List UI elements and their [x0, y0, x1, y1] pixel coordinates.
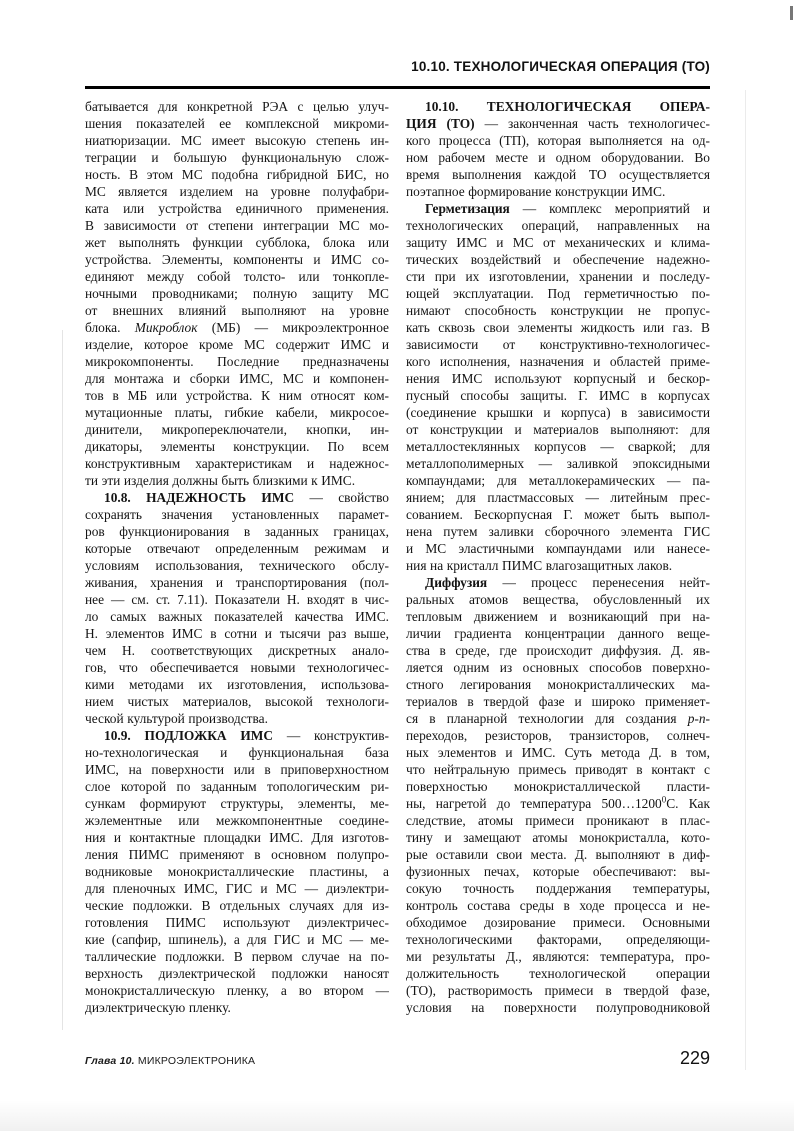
scan-artifact-left-edge [62, 330, 63, 1030]
text-line: для монтажа и сборки ИМС, МС и компонен- [85, 371, 389, 386]
text-line: сокую точность поддержания температуры, [406, 881, 710, 896]
text-line: гов, что обеспечивается новыми технологичес- [85, 660, 389, 675]
text-line: монокристаллическую пленку, а во втором — [85, 983, 389, 998]
text-line: переходов, резисторов, транзисторов, солнеч- [406, 728, 710, 743]
text-line: слое которой по заданным топологическим ри- [85, 779, 389, 794]
text-line: технологическими факторами, определяющи- [406, 932, 710, 947]
text-line: ниатюризации. МС имеет высокую степень ин- [85, 133, 389, 148]
scan-artifact-bottom-shadow [0, 1100, 794, 1131]
page-footer [85, 1048, 710, 1069]
text-line: ющей эксплуатации. Под герметичностью по- [406, 286, 710, 301]
text-line: пусный способы защиты. Г. ИМС в корпусах [406, 388, 710, 403]
text-line: ния на кристалл ПИМС влагозащитных лаков. [406, 558, 673, 573]
text-line: ных элементов и ИМС. Суть метода Д. в том, [406, 745, 710, 760]
text-line: блока. Микроблок (МБ) — микроэлектронное [85, 320, 389, 335]
text-line: рые оставили свои места. Д. выполняют в диф- [406, 847, 710, 862]
text-columns [85, 98, 710, 1016]
text-line: от внешних влияний выполняют на уровне [85, 303, 389, 318]
text-line: шения показателей ее комплексной микроми- [85, 116, 389, 131]
text-line: поэтапное формирование конструкции ИМС. [406, 184, 666, 199]
text-line: микрокомпоненты. Последние предназначены [85, 354, 389, 369]
text-line: ческой культурой производства. [85, 711, 268, 726]
text-line: личии градиента концентрации данного веще- [406, 626, 710, 641]
text-line: Герметизация — комплекс мероприятий и [425, 201, 710, 216]
paragraph [85, 98, 389, 489]
text-line: нимают способность конструкции не пропус- [406, 303, 710, 318]
running-head: 10.10. ТЕХНОЛОГИЧЕСКАЯ ОПЕРАЦИЯ (ТО) [411, 59, 710, 74]
text-line: условия на поверхности полупроводниковой [406, 1000, 710, 1015]
text-line: теграции и большую функциональную слож- [85, 150, 389, 165]
text-line: батывается для конкретной РЭА с целью улуч- [85, 99, 389, 114]
text-line: ства в среде, где происходит диффузия. Д. яв- [406, 643, 710, 658]
text-line: ном рабочем месте и одном оборудовании. Во [406, 150, 710, 165]
text-line: таллические подложки. В первом случае на по- [85, 949, 389, 964]
text-line: дикаторы, элементы конструкции. По всем [85, 439, 389, 454]
text-line: ния и контактные площадки ИМС. Для изготов- [85, 830, 389, 845]
text-line: тов в МБ или устройства. К ним относят ком- [85, 388, 389, 403]
paragraph [406, 98, 710, 200]
page-number: 229 [679, 1048, 710, 1068]
text-line: живания, хранения и транспортирования (пол- [85, 575, 389, 590]
text-line: поверхностью монокристаллической пласти- [406, 779, 710, 794]
text-line: Диффузия — процесс перенесения нейт- [425, 575, 710, 590]
text-line: тических воздействий и обеспечение надежно- [406, 252, 710, 267]
text-line: ность. В этом МС подобна гибридной БИС, но [85, 167, 389, 182]
text-line: металлополимерных — заливкой эпоксидными [406, 456, 710, 471]
text-line: металлостеклянных корпусов — сваркой; для [406, 439, 710, 454]
text-line: нием чистых материалов, высокой технологи- [85, 694, 389, 709]
header-rule [85, 86, 710, 89]
text-line: защиту ИМС и МС от механических и клима- [406, 235, 710, 250]
text-line: ления ПИМС применяют в основном полупро- [85, 847, 389, 862]
text-line: ти эти изделия должны быть близкими к ИМС. [85, 473, 356, 488]
text-line: нения ИМС используют корпусный и бескор- [406, 371, 710, 386]
text-line: сти при их изготовлении, хранении и последу- [406, 269, 710, 284]
text-line: сованием. Бескорпусная Г. может быть выпол- [406, 507, 710, 522]
text-line: чем Н. соответствующих дискретных анало- [85, 643, 389, 658]
text-column-left [85, 98, 389, 1016]
text-line: условиям использования, технического обслу- [85, 558, 389, 573]
text-line: ночными проводниками; полную защиту МС [85, 286, 389, 301]
text-line: ЦИЯ (ТО) — законченная часть технологичес- [406, 116, 710, 131]
text-line: МС является изделием на уровне полуфабри- [85, 184, 389, 199]
text-line: сункам формируют структуры, элементы, ме- [85, 796, 389, 811]
text-line: янием; для пластмассовых — литейным прес- [406, 490, 710, 505]
text-line: ческие подложки. В отдельных случаях для из- [85, 898, 389, 913]
text-column-right [406, 98, 710, 1016]
text-line: нее — см. ст. 7.11). Показатели Н. входят в чис- [85, 592, 389, 607]
text-line: конструктивным характеристикам и надежнос- [85, 456, 389, 471]
text-line: 10.8. НАДЕЖНОСТЬ ИМС — свойство [104, 490, 389, 505]
text-line: В зависимости от степени интеграции МС мо- [85, 218, 389, 233]
text-line: ны, нагретой до температура 500…1200$^0$С. Как [406, 795, 710, 811]
text-line: кого процесса (ТП), которая выполняется на од- [406, 133, 710, 148]
text-line: готовления ПИМС используют диэлектричес- [85, 915, 389, 930]
text-line: обходимое дозирование примеси. Основными [406, 915, 710, 930]
text-line: ми результаты Д., являются: температура, про- [406, 949, 710, 964]
text-line: жет выполнять функции субблока, блока или [85, 235, 389, 250]
text-line: 10.9. ПОДЛОЖКА ИМС — конструктив- [104, 728, 389, 743]
page-content [85, 58, 710, 1016]
text-line: диэлектрическую пленку. [85, 1000, 231, 1015]
text-line: которые отвечают определенным режимам и [85, 541, 389, 556]
text-line: тепловым движением и возникающий при на- [406, 609, 710, 624]
text-line: сохранять значения установленных парамет- [85, 507, 389, 522]
text-line: ров функционирования в заданных границах, [85, 524, 389, 539]
text-line: контроль состава среды в ходе процесса и не- [406, 898, 710, 913]
paragraph [85, 489, 389, 727]
paragraph [406, 200, 710, 574]
text-line: должительность технологической операции [406, 966, 710, 981]
footer-chapter-number: Глава 10. [85, 1055, 135, 1067]
text-line: фузионных печах, которые обеспечивают: вы- [406, 864, 710, 879]
text-line: кого исполнения, назначения и областей приме- [406, 354, 710, 369]
text-line: но-технологическая и функциональная база [85, 745, 389, 760]
text-line: единяют между собой толсто- или тонкопле- [85, 269, 389, 284]
text-line: ката или устройства единичного применения. [85, 201, 389, 216]
text-line: технологических операций, направленных на [406, 218, 710, 233]
text-line: ся в планарной технологии для создания p-n- [406, 711, 710, 726]
text-line: кими методами их изготовления, использова- [85, 677, 389, 692]
text-line: кие (сапфир, шпинель), а для ГИС и МС — ме- [85, 932, 389, 947]
scan-artifact-right-edge [745, 90, 746, 1070]
text-line: нена путем заливки сборочного элемента ГИС [406, 524, 710, 539]
text-line: и МС эластичными компаундами или нанесе- [406, 541, 710, 556]
text-line: от конструкции и материалов выполняют: для [406, 422, 710, 437]
text-line: (соединение крышки и корпуса) в зависимости [406, 405, 710, 420]
text-line: следствие, атомы примеси проникают в плас- [406, 813, 710, 828]
text-line: устройства. Элементы, компоненты и ИМС со- [85, 252, 389, 267]
paragraph [406, 574, 710, 1016]
footer-chapter-title: МИКРОЭЛЕКТРОНИКА [134, 1055, 256, 1067]
text-line: водниковые монокристаллические пластины, а [85, 864, 389, 879]
text-line: мутационные платы, гибкие кабели, микросое- [85, 405, 389, 420]
scan-artifact-speck [790, 6, 793, 20]
text-line: для пленочных ИМС, ГИС и МС — диэлектри- [85, 881, 389, 896]
text-line: стного легирования монокристаллических ма- [406, 677, 710, 692]
footer-chapter [85, 1055, 255, 1067]
text-line: териалов в твердой фазе и широко применяет- [406, 694, 710, 709]
text-line: кать сквозь свои элементы жидкость или газ. В [406, 320, 710, 335]
text-line: изделие, которое кроме МС содержит ИМС и [85, 337, 389, 352]
text-line: (ТО), растворимость примеси в твердой фазе, [406, 983, 710, 998]
text-line: ляется одним из основных способов поверхно- [406, 660, 710, 675]
text-line: ральных атомов вещества, обусловленный их [406, 592, 710, 607]
text-line: зависимости от конструктивно-технологичес- [406, 337, 710, 352]
text-line: 10.10. ТЕХНОЛОГИЧЕСКАЯ ОПЕРА- [425, 99, 710, 114]
text-line: что нейтральную примесь приводят в контакт с [406, 762, 710, 777]
paragraph [85, 727, 389, 1016]
text-line: динители, микропереключатели, кнопки, ин- [85, 422, 389, 437]
text-line: Н. элементов ИМС в сотни и тысячи раз выше, [85, 626, 389, 641]
text-line: жэлементные или межкомпонентные соедине- [85, 813, 389, 828]
text-line: время выполнения каждой ТО осуществляется [406, 167, 710, 182]
text-line: ИМС, на поверхности или в приповерхностном [85, 762, 389, 777]
text-line: компаундами; для металлокерамических — па- [406, 473, 710, 488]
text-line: верхность диэлектрической подложки наносят [85, 966, 389, 981]
text-line: ло самых важных показателей качества ИМС. [85, 609, 389, 624]
text-line: тину и замещают атомы монокристалла, кото- [406, 830, 710, 845]
